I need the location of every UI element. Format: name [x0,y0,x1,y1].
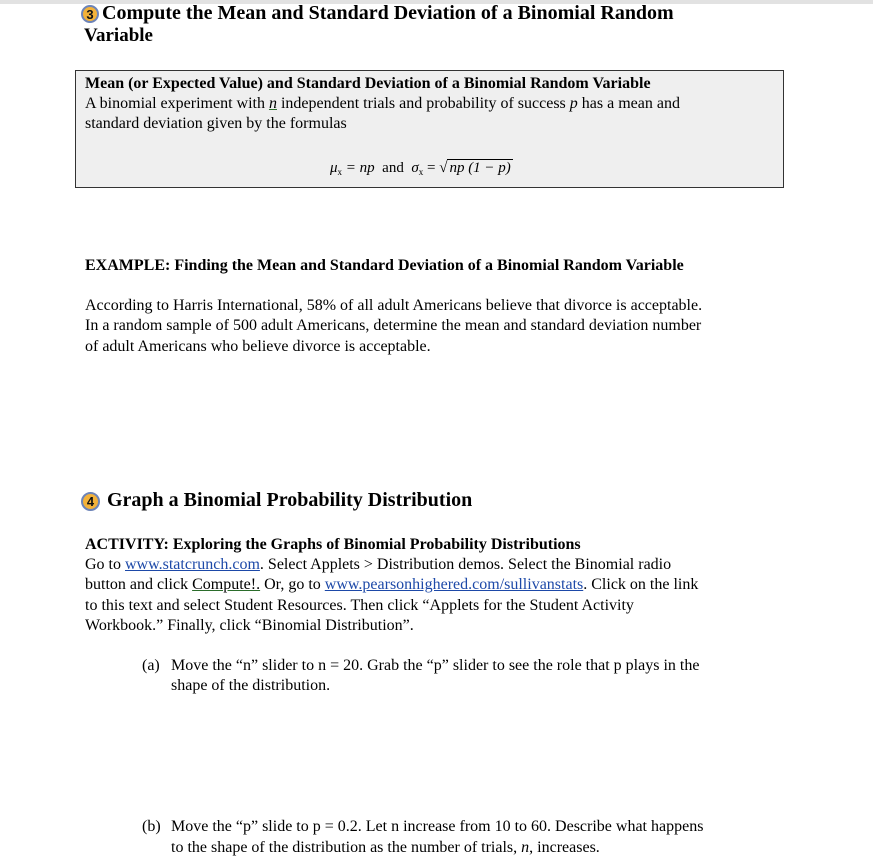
item-b-line1: Move the “p” slide to p = 0.2. Let n increase from 10 to 60. Describe what happens [171,818,704,835]
item-a-line1: Move the “n” slider to n = 20. Grab the “p” slider to see the role that p plays in the [171,657,700,674]
pearson-link[interactable]: www.pearsonhighered.com/sullivanstats [324,576,584,593]
section-number-badge: 4 [81,492,100,511]
section-3-title-line1: Compute the Mean and Standard Deviation of a Binomial Random [102,2,674,24]
item-a-label: (a) [142,657,160,674]
activity-heading: ACTIVITY: Exploring the Graphs of Binomial Probability Distributions [85,536,581,553]
activity-line3: to this text and select Student Resources. Then click “Applets for the Student Activity [85,597,634,614]
section-number-badge: 3 [81,5,99,23]
activity-line1: Go to www.statcrunch.com. Select Applets > Distribution demos. Select the Binomial radio [85,556,672,573]
example-heading: EXAMPLE: Finding the Mean and Standard Deviation of a Binomial Random Variable [85,257,684,274]
section-4-title: Graph a Binomial Probability Distribution [107,489,473,511]
item-b-label: (b) [142,818,161,835]
definition-heading: Mean (or Expected Value) and Standard Deviation of a Binomial Random Variable [85,75,651,92]
compute-link[interactable]: Compute!. [192,576,261,593]
example-line1: According to Harris International, 58% of all adult Americans believe that divorce is acceptable. [85,297,703,314]
binomial-formulas: $\mu_x$ = np and $\sigma_x$ = √ np (1 − p) [330,160,511,177]
definition-text-line1: A binomial experiment with n independent trials and probability of success p has a mean and [85,95,680,112]
item-a-line2: shape of the distribution. [171,677,331,694]
statcrunch-link[interactable]: www.statcrunch.com [125,556,260,573]
section-3-title-line2: Variable [84,25,153,46]
item-b-line2: to the shape of the distribution as the number of trials, n, increases. [171,839,600,856]
activity-line2: button and click Compute!. Or, go to www.pearsonhighered.com/sullivanstats. Click on the link [85,576,699,593]
variable-n: n [268,95,277,112]
activity-line4: Workbook.” Finally, click “Binomial Distribution”. [85,617,414,634]
definition-text-line2: standard deviation given by the formulas [85,115,347,132]
example-line3: of adult Americans who believe divorce is acceptable. [85,338,431,355]
variable-p: p [569,95,578,112]
example-line2: In a random sample of 500 adult Americans, determine the mean and standard deviation number [85,317,702,334]
